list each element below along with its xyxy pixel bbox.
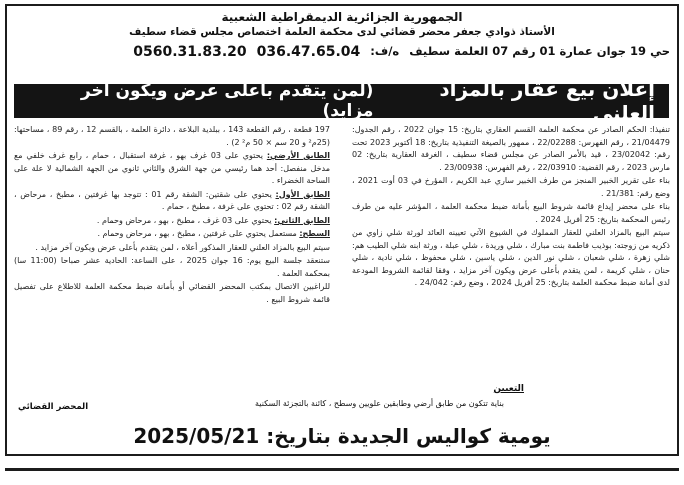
phone-number-1: 036.47.65.04 [256, 44, 361, 60]
announcement-subtitle: (لمن يتقدم بأعلى عرض ويكون آخر مزايد) [80, 81, 374, 121]
phone-number-2: 0560.31.83.20 [133, 44, 247, 60]
bailiff-heading: الأستاذ ذوادي جعفر محضر قضائي لدى محكمة العلمة اختصاص مجلس قضاء سطيف [129, 26, 555, 38]
bottom-rule [5, 468, 679, 471]
paragraph: الطابق الأول: يحتوي على شقتين: الشقة رقم 01 : تتوجد بها غرفتين ، مطبخ ، مرحاض ، الشقة رقم 02 : تحتوي على غرفة ، مطبخ ، حمام . [14, 189, 331, 211]
paragraph: ستنعقد جلسة البيع يوم: 16 جوان 2025 ، على الساعة: الحادية عشر صباحا (11:00 سا) بمحكمة العلمة . [14, 256, 330, 278]
paragraph: سيتم البيع بالمزاد العلني للعقار المذكور أعلاه ، لمن يتقدم بأعلى عرض ويكون آخر مزايد . [35, 242, 330, 252]
designation-title: التعيين [493, 384, 524, 394]
title-banner [14, 77, 669, 125]
right-column [352, 124, 670, 291]
paragraph: بناء على تقرير الخبير المنجز من طرف الخبير ساري عبد الكريم ، المؤرخ في 03 أوت 2021 ، وضع رقم: 21/381 . [352, 176, 671, 198]
left-column [14, 124, 330, 307]
paragraph: الطابق الثاني: يحتوي على 03 غرف ، مطبخ ، بهو ، مرحاض وحمام . [96, 215, 330, 225]
paragraph: 197 قطعة ، رقم القطعة 143 ، ببلدية البلاعة ، دائرة العلمة ، بالقسم 12 ، رقم 89 ، مساحتها: (25م² و 20 سم × 50 م² 2) . [14, 125, 330, 147]
paragraph: بناء على محضر إيداع قائمة شروط البيع بأمانة ضبط محكمة العلمة ، المؤشر عليه من طرف رئيس المحكمة بتاريخ: 25 أفريل 2024 . [352, 202, 670, 224]
announcement-title: إعلان بيع عقار بالمزاد العلني [439, 77, 655, 125]
paragraph: تنفيذا: الحكم الصادر عن محكمة العلمة القسم العقاري بتاريخ: 15 جوان 2022 ، رقم الجدول: 21/04479 ، رقم الفهرس: 22/02288 ، ممهور بالصيغة التنفيذية بتاريخ: 18 أكتوبر 2023 تحت رقم: 23/02042 ، قيد بالأمر الصادر عن مجلس قضاء سطيف ، الغرفة العقارية بتاريخ: 02 مارس 2023 ، رقم القضية: 22/03910 ، رقم الفهرس: 23/00938 . [352, 125, 670, 172]
republic-heading: الجمهورية الجزائرية الديمقراطية الشعبية [221, 10, 463, 24]
paragraph: للراغبين الاتصال بمكتب المحضر القضائي أو بأمانة ضبط محكمة العلمة للاطلاع على تفصيل قائمة شروط البيع . [14, 282, 330, 304]
newspaper-footer: يومية كواليس الجديدة بتاريخ: 2025/05/21 [133, 424, 551, 448]
contact-line [0, 44, 684, 60]
designation-text: بناية تتكون من طابق أرضي وطابقين علويين وسطح ، كائنة بالتجزئة السكنية [255, 399, 504, 408]
paragraph: الطابق الأرضي: يحتوي على 03 غرف بهو ، غرفة استقبال ، حمام ، رابع غرف خلفي مع مدخل منفصل: أحد هما رئيسي من جهة الشرق والثاني ثانوي من الجهة الشمالية لا علة على الساحة الخضراء . [14, 151, 331, 185]
paragraph: سيتم البيع بالمزاد العلني للعقار المملوك في الشيوع الآتي تعيينه العائد لورثة شلي زاوي من ذكريه من زوجته: بوذيب فاطمة بنت مبارك ، شلي وريدة ، شلي عبلة ، ورثة ابنه شلي الطيب هم: شلي زهرة ، شلي شعبان ، شلي نور الدين ، شلي ياسين ، شلي محفوظ ، شلي نادية ، شلي حنان ، شلي كريمة ، لمن يتقدم بأعلى عرض ويكون آخر مزايد ، وفقا لقائمة الشروط المودعة لدى أمانة ضبط محكمة العلمة بتاريخ: 25 أفريل 2024 ، وضع رقم: 24/042 . [352, 228, 670, 287]
address-text: حي 19 جوان عمارة 01 رقم 07 العلمة سطيف [409, 44, 670, 58]
phone-label: ه/ف: [370, 44, 400, 58]
paragraph: السطح: مستعمل يحتوي على غرفتين ، مطبخ ، بهو ، مرحاض وحمام . [97, 229, 330, 238]
signature: المحضر القضائي [18, 402, 89, 412]
